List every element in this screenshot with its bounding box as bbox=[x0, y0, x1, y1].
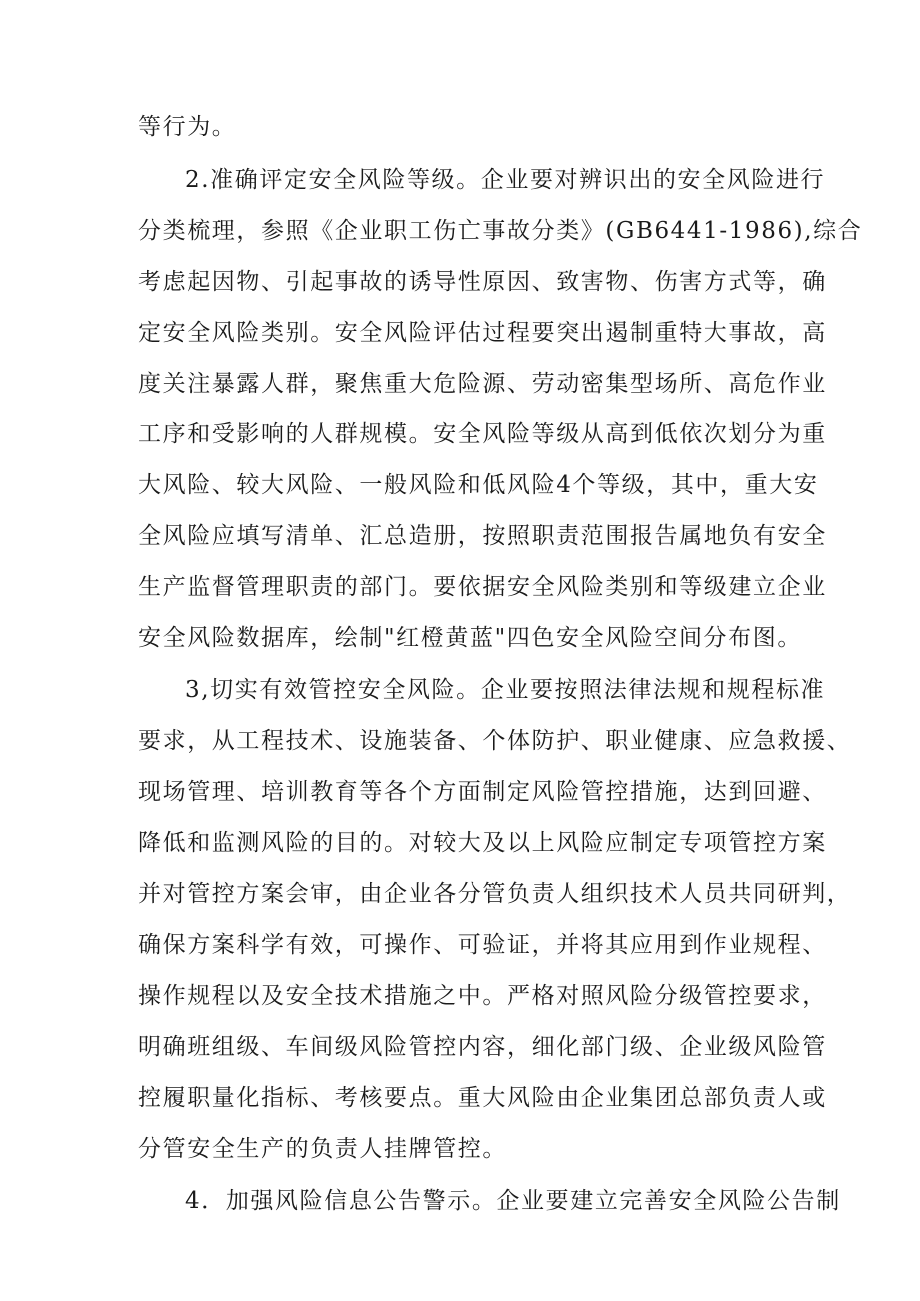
text-line-19: 明确班组级、车间级风险管控内容，细化部门级、企业级风险管 bbox=[138, 1034, 827, 1060]
text-line-4: 考虑起因物、引起事故的诱导性原因、致害物、伤害方式等，确 bbox=[138, 269, 827, 295]
text-line-21: 分管安全生产的负责人挂牌管控。 bbox=[138, 1136, 507, 1162]
paragraph-2-heading-line: 2.准确评定安全风险等级。企业要对辨识出的安全风险进行 bbox=[185, 167, 826, 193]
text-line-5: 定安全风险类别。安全风险评估过程要突出遏制重特大事故，高 bbox=[138, 320, 827, 346]
text-line-11: 安全风险数据库，绘制"红橙黄蓝"四色安全风险空间分布图。 bbox=[138, 625, 802, 651]
text-line-16: 并对管控方案会审，由企业各分管负责人组织技术人员共同研判， bbox=[138, 881, 852, 907]
text-line-13: 要求，从工程技术、设施装备、个体防护、职业健康、应急救援、 bbox=[138, 728, 852, 754]
text-line-15: 降低和监测风险的目的。对较大及以上风险应制定专项管控方案 bbox=[138, 830, 827, 856]
text-line-3: 分类梳理，参照《企业职工伤亡事故分类》(GB6441-1986),综合 bbox=[138, 218, 863, 244]
text-line-17: 确保方案科学有效，可操作、可验证，并将其应用到作业规程、 bbox=[138, 932, 827, 958]
text-line-9: 全风险应填写清单、汇总造册，按照职责范围报告属地负有安全 bbox=[138, 523, 827, 549]
text-line-7: 工序和受影响的人群规模。安全风险等级从高到低依次划分为重 bbox=[138, 421, 827, 447]
paragraph-4-heading-line: 4．加强风险信息公告警示。企业要建立完善安全风险公告制 bbox=[185, 1188, 841, 1214]
text-line-8: 大风险、较大风险、一般风险和低风险4个等级，其中，重大安 bbox=[138, 472, 819, 498]
text-line-18: 操作规程以及安全技术措施之中。严格对照风险分级管控要求， bbox=[138, 983, 827, 1009]
text-line-1: 等行为。 bbox=[138, 114, 237, 140]
text-line-10: 生产监督管理职责的部门。要依据安全风险类别和等级建立企业 bbox=[138, 574, 827, 600]
text-line-14: 现场管理、培训教育等各个方面制定风险管控措施，达到回避、 bbox=[138, 779, 827, 805]
paragraph-3-heading-line: 3,切实有效管控安全风险。企业要按照法律法规和规程标准 bbox=[185, 677, 826, 703]
text-line-6: 度关注暴露人群，聚焦重大危险源、劳动密集型场所、高危作业 bbox=[138, 371, 827, 397]
text-line-20: 控履职量化指标、考核要点。重大风险由企业集团总部负责人或 bbox=[138, 1085, 827, 1111]
